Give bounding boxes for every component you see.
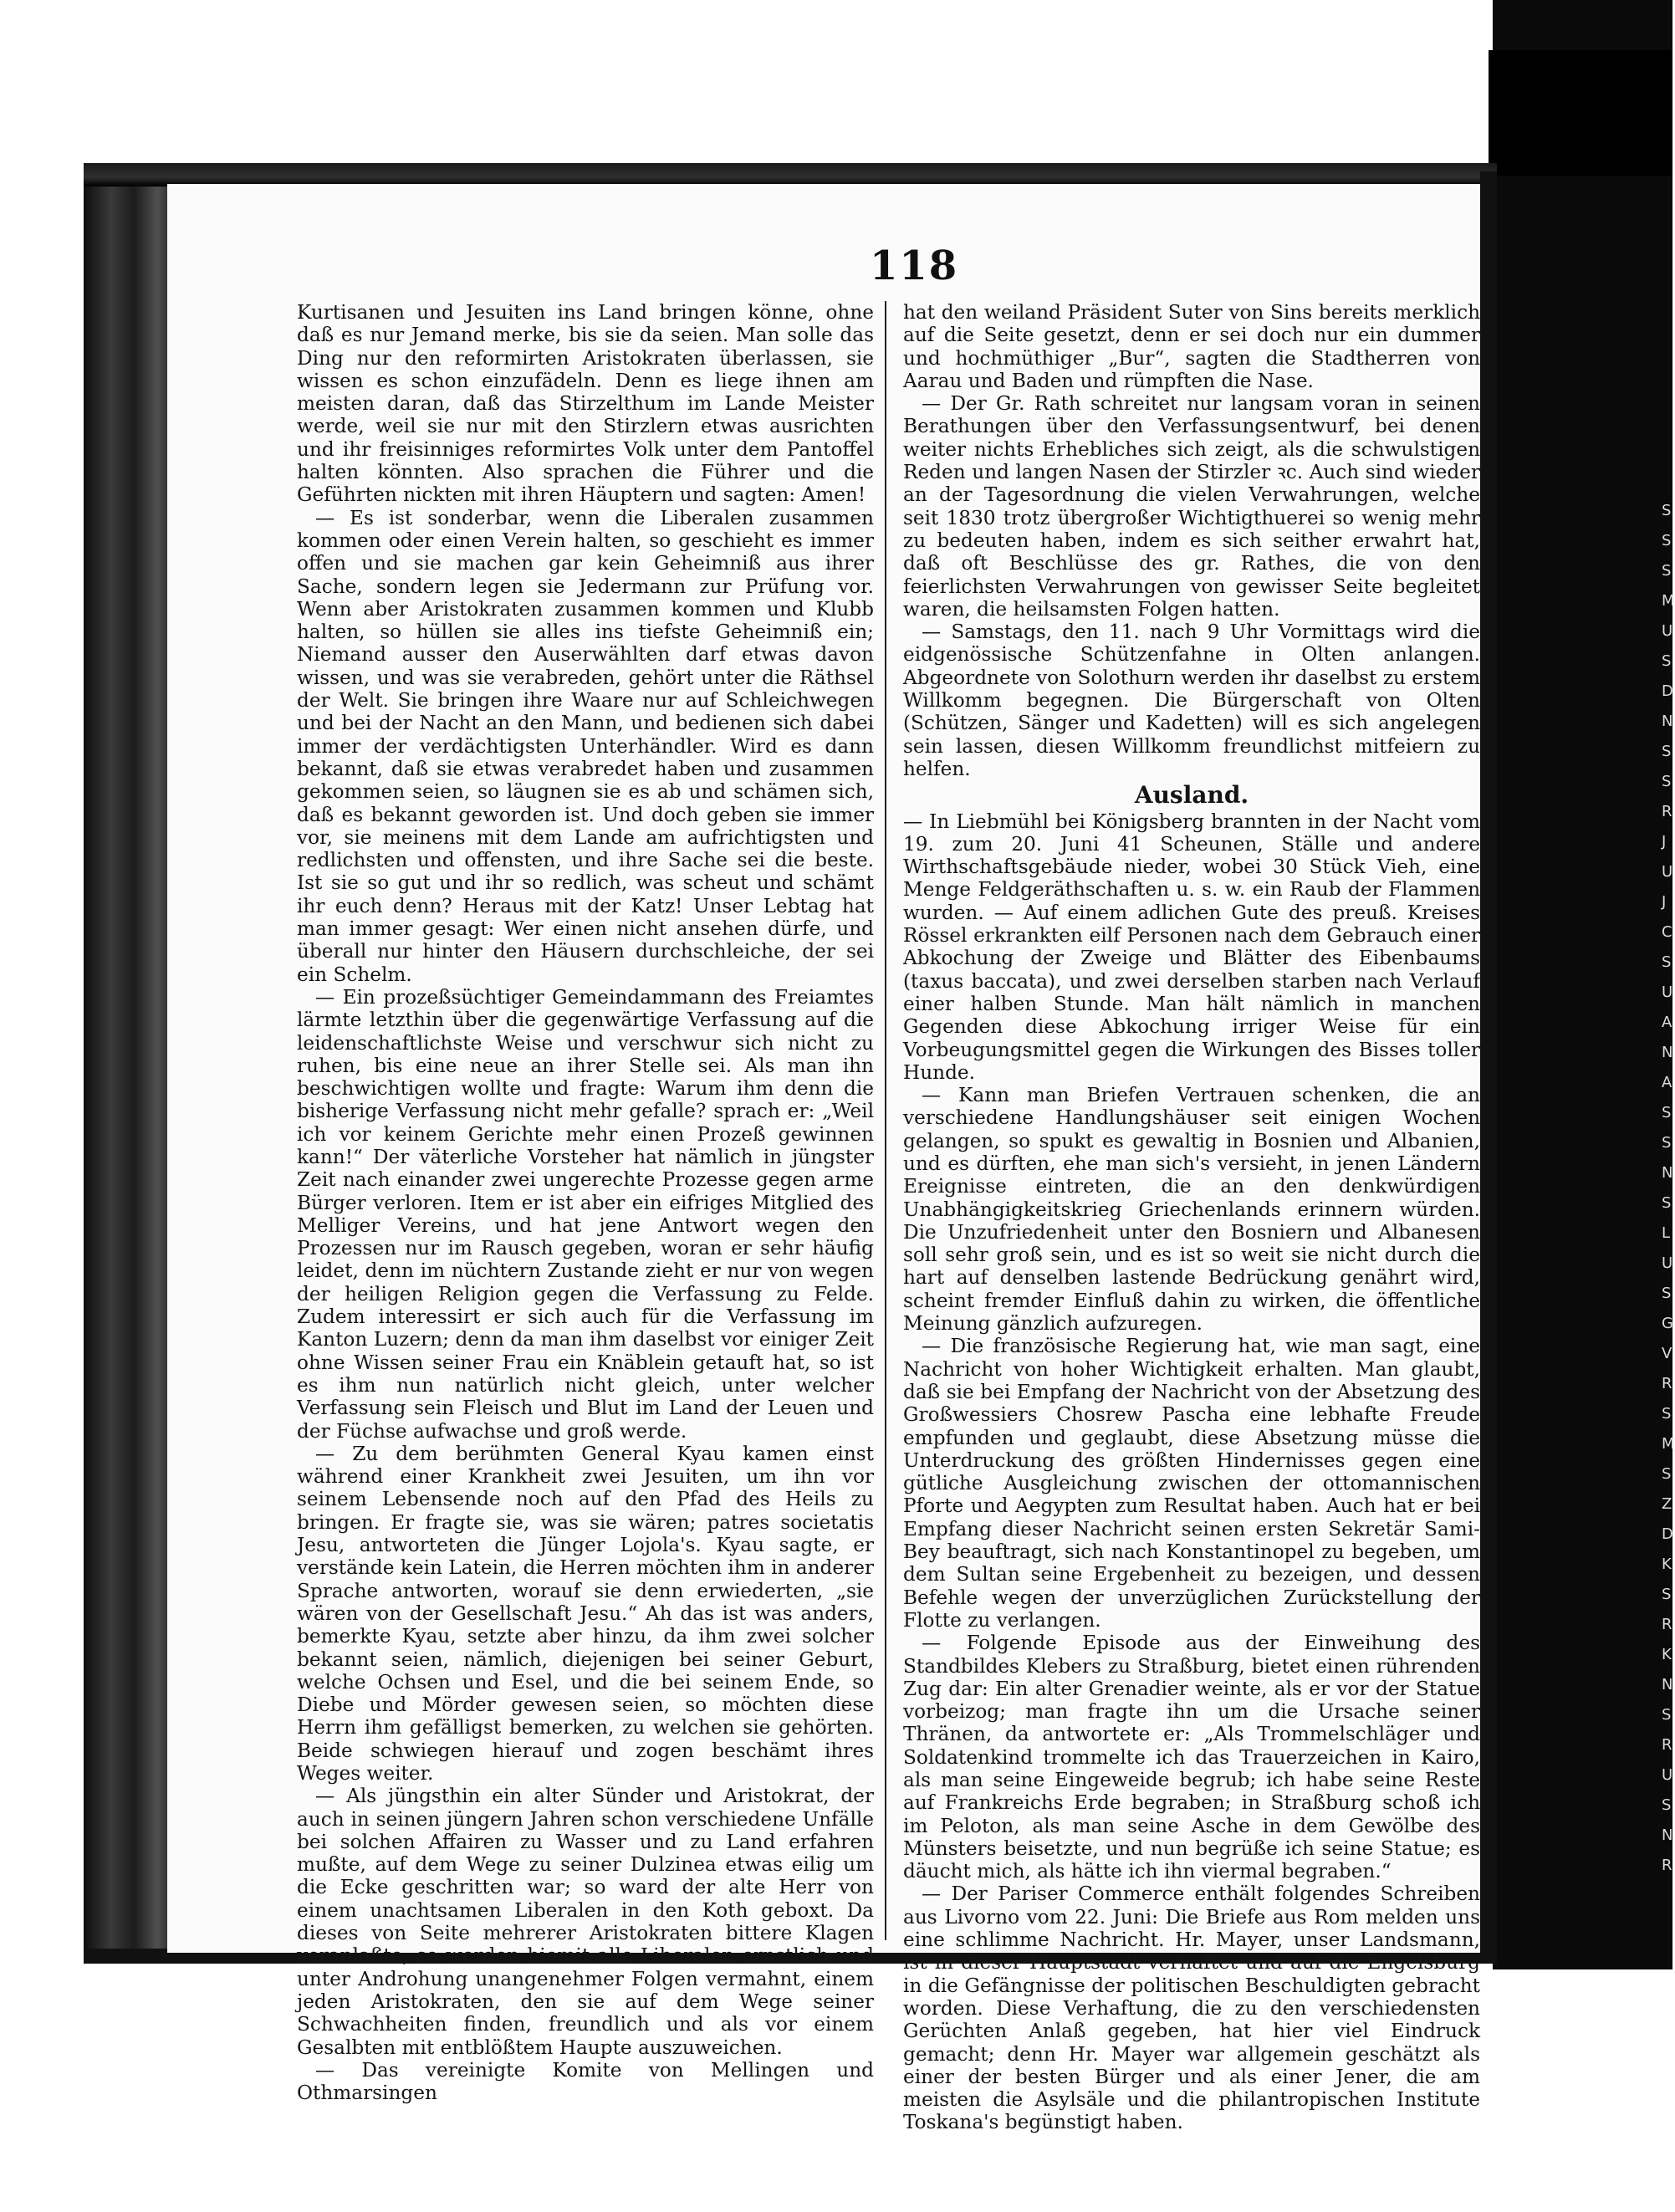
edge-letter: U (1662, 1766, 1673, 1784)
section-heading-ausland: Ausland. (1134, 781, 1249, 810)
page-top-edge (84, 163, 1497, 186)
edge-letter: K (1662, 1556, 1672, 1573)
edge-letter: A (1662, 1074, 1672, 1091)
edge-letter: D (1662, 1525, 1673, 1543)
edge-letter: S (1662, 1285, 1672, 1302)
paragraph: — Samstags, den 11. nach 9 Uhr Vormittags wird die eidgenössische Schützenfahne in Olten anlangen. Abgeordnete von Solothurn werden ihr daselbst zu erstem Willkomm begegnen. Die Bürgerschaft von Olten (Schützen, Sänger und Kadetten) will es sich angelegen sein lassen, diesen Willkomm freundlichst mitfeiern zu helfen. (903, 621, 1480, 780)
edge-letter: M (1662, 592, 1675, 610)
paragraph: — Der Gr. Rath schreitet nur langsam voran in seinen Berathungen über den Verfassungsentwurf, bei denen weiter nichts Erhebliches sich zeigt, als die schwulstigen Reden und langen Nasen der Stirzler ꝛc. Auch sind wieder an der Tagesordnung die vielen Verwahrungen, welche seit 1830 trotz übergroßer Wichtigthuerei so wenig mehr zu bedeuten haben, indem es sich seither erwahrt hat, daß oft Beschlüsse des gr. Rathes, die von den feierlichsten Verwahrungen von gewisser Seite begleitet waren, die heilsamsten Folgen hatten. (903, 392, 1480, 621)
edge-letter: A (1662, 1014, 1672, 1031)
edge-letter: S (1662, 532, 1672, 549)
edge-letter: S (1662, 502, 1672, 519)
edge-letter: N (1662, 713, 1673, 730)
edge-letter: N (1662, 1164, 1673, 1182)
paragraph: — Das vereinigte Komite von Mellingen und Othmarsingen (297, 2058, 874, 2105)
edge-letter: K (1662, 1646, 1672, 1663)
edge-letter: U (1662, 863, 1673, 881)
edge-letter: U (1662, 983, 1673, 1001)
edge-letter: S (1662, 1465, 1672, 1483)
edge-letter: S (1662, 743, 1672, 760)
column-divider (885, 301, 886, 1940)
edge-letter: S (1662, 652, 1672, 670)
edge-letter: S (1662, 562, 1672, 580)
edge-letter: M (1662, 1435, 1675, 1453)
edge-letter: S (1662, 1796, 1672, 1814)
edge-letter: N (1662, 1676, 1673, 1693)
paragraph: Kurtisanen und Jesuiten ins Land bringen könne, ohne daß es nur Jemand merke, bis sie da seien. Man solle das Ding nur den reformirten Aristokraten überlassen, sie wissen es schon einzufädeln. Denn es liege ihnen am meisten daran, daß das Stirzelthum im Lande Meister werde, weil sie nur mit den Stirzlern etwas ausrichten und ihr freisinniges reformirtes Volk unter dem Pantoffel halten könnten. Also sprachen die Führer und die Geführten nickten mit ihren Häuptern und sagten: Amen! (297, 301, 874, 507)
paragraph: — Als jüngsthin ein alter Sünder und Aristokrat, der auch in seinen jüngern Jahren schon verschiedene Unfälle bei solchen Affairen zu Wasser und zu Land erfahren mußte, auf dem Wege zu seiner Dulzinea etwas eilig um die Ecke geschritten war; so ward der alte Herr von einem unachtsamen Liberalen in den Koth geboxt. Da dieses von Seite mehrerer Aristokraten bittere Klagen veranlaßte, so werden hiemit alle Liberalen ernstlich und unter Androhung unangenehmer Folgen vermahnt, einem jeden Aristokraten, den sie auf dem Wege seiner Schwachheiten finden, freundlich und als vor einem Gesalbten mit entblößtem Haupte auszuweichen. (297, 1785, 874, 2059)
edge-letter: C (1662, 923, 1672, 941)
edge-letter: R (1662, 1616, 1672, 1633)
edge-letter: R (1662, 1736, 1672, 1754)
edge-letter: S (1662, 1194, 1672, 1212)
edge-letter: S (1662, 773, 1672, 790)
book-spine (84, 171, 176, 1961)
edge-letter: Z (1662, 1495, 1672, 1513)
right-column (903, 301, 1480, 2134)
paragraph: — Der Pariser Commerce enthält folgendes Schreiben aus Livorno vom 22. Juni: Die Briefe aus Rom melden uns eine schlimme Nachricht. Hr. Mayer, unser Landsmann, ist in dieser Hauptstadt verhaftet und auf die Engelsburg in die Gefängnisse der politischen Beschuldigten gebracht worden. Diese Verhaftung, die zu den verschiedensten Gerüchten Anlaß gegeben, hat hier viel Eindruck gemacht; denn Hr. Mayer war allgemein geschätzt als einer der besten Bürger und als einer Jener, die am meisten die Asylsäle und die philantropischen Institute Toskana's begünstigt haben. (903, 1882, 1480, 2134)
edge-letter: R (1662, 1375, 1672, 1392)
paragraph: — Die französische Regierung hat, wie man sagt, eine Nachricht von hoher Wichtigkeit erhalten. Man glaubt, daß sie bei Empfang der Nachricht von der Absetzung des Großwessiers Chosrew Pascha eine lebhafte Freude empfunden und geglaubt, diese Absetzung müsse die Unterdruckung des größten Hindernisses gegen eine gütliche Ausgleichung zwischen der ottomannischen Pforte und Aegypten zum Resultat haben. Auch hat er bei Empfang dieser Nachricht seinen ersten Sekretär Sami-Bey beauftragt, sich nach Konstantinopel zu begeben, um dem Sultan seine Ergebenheit zu bezeigen, und dessen Befehle wegen der unverzüglichen Zurückstellung der Flotte zu verlangen. (903, 1335, 1480, 1632)
edge-letter: G (1662, 1315, 1673, 1332)
edge-letter: S (1662, 1104, 1672, 1121)
left-column (297, 301, 875, 2105)
edge-letter: U (1662, 1254, 1673, 1272)
page-right-edge (1480, 171, 1497, 1961)
edge-letter: S (1662, 1586, 1672, 1603)
edge-letter: J (1662, 893, 1667, 911)
edge-letter: S (1662, 1405, 1672, 1423)
paragraph: — Folgende Episode aus der Einweihung des Standbildes Klebers zu Straßburg, bietet einen rührenden Zug dar: Ein alter Grenadier weinte, als er vor der Statue vorbeizog; man fragte ihn um die Ursache seiner Thränen, da antwortete er: „Als Trommelschläger und Soldatenkind trommelte ich das Trauerzeichen in Kairo, als man seine Eingeweide begrub; ich habe seine Reste auf Frankreichs Erde begraben; in Straßburg schoß ich im Peloton, als man seine Asche in dem Gewölbe des Münsters beisetzte, und nun begrüße ich seine Statue; es däucht mich, als hätte ich ihn viermal begraben.“ (903, 1632, 1480, 1883)
edge-letter: L (1662, 1224, 1671, 1242)
edge-letter: R (1662, 1857, 1672, 1874)
paragraph: hat den weiland Präsident Suter von Sins bereits merklich auf die Seite gesetzt, denn er sei doch nur ein dummer und hochmüthiger „Bur“, sagten die Stadtherren von Aarau und Baden und rümpften die Nase. (903, 301, 1480, 392)
scan-background-top (0, 0, 1672, 167)
edge-letter: V (1662, 1345, 1672, 1362)
edge-letter: S (1662, 953, 1672, 971)
edge-letter: S (1662, 1134, 1672, 1152)
edge-letter: S (1662, 1706, 1672, 1724)
edge-letter: D (1662, 682, 1673, 700)
scan-dark-corner (1489, 50, 1672, 176)
paragraph: — Kann man Briefen Vertrauen schenken, die an verschiedene Handlungshäuser seit einigen Wochen gelangen, so spukt es gewaltig in Bosnien und Albanien, und es dürften, ehe man sich's versieht, in jenen Ländern Ereignisse eintreten, die an den denkwürdigen Unabhängigkeitskrieg Griechenlands erinnern würden. Die Unzufriedenheit unter den Bosniern und Albanesen soll sehr groß sein, und es ist so weit sie nicht durch die hart auf denselben lastende Bedrückung genährt wird, scheint fremder Einfluß dahin zu wirken, die öffentliche Meinung gänzlich aufzuregen. (903, 1084, 1480, 1336)
paragraph: — Ein prozeßsüchtiger Gemeindammann des Freiamtes lärmte letzthin über die gegenwärtige Verfassung auf die leidenschaftlichste Weise und verschwur sich nicht zu ruhen, bis eine neue an ihrer Stelle sei. Als man ihn beschwichtigen wollte und fragte: Warum ihm denn die bisherige Verfassung nicht mehr gefalle? sprach er: „Weil ich vor keinem Gerichte mehr einen Prozeß gewinnen kann!“ Der väterliche Vorsteher hat nämlich in jüngster Zeit nach einander zwei ungerechte Prozesse gegen arme Bürger verloren. Item er ist aber ein eifriges Mitglied des Melliger Vereins, und hat jene Antwort wegen den Prozessen nur im Rausch gegeben, woran er sehr häufig leidet, denn im nüchtern Zustande zieht er nur von wegen der heiligen Religion gegen die Verfassung zu Felde. Zudem interessirt er sich auch für die Verfassung im Kanton Luzern; denn da man ihm daselbst vor einiger Zeit ohne Wissen seiner Frau ein Knäblein getauft hat, so ist es ihm nun natürlich nicht gleich, unter welcher Verfassung sein Fleisch und Blut im Land der Leuen und der Füchse aufwachse und groß werde. (297, 985, 874, 1443)
paragraph: — Es ist sonderbar, wenn die Liberalen zusammen kommen oder einen Verein halten, so geschieht es immer offen und sie machen gar kein Geheimniß aus ihrer Sache, sondern legen sie Jedermann zur Prüfung vor. Wenn aber Aristokraten zusammen kommen und Klubb halten, so hüllen sie alles ins tiefste Geheimniß ein; Niemand ausser den Auserwählten darf etwas davon wissen, und was sie verabreden, gehört unter die Räthsel der Welt. Sie bringen ihre Waare nur auf Schleichwegen und bei der Nacht an den Mann, und bedienen sich dabei immer der verdächtigsten Unterhändler. Wird es dann bekannt, daß sie etwas verabredet haben und zusammen gekommen seien, so läugnen sie es ab und schämen sich, daß es bekannt geworden ist. Und doch geben sie immer vor, sie meinens mit dem Lande am aufrichtigsten und redlichsten und offensten, und ihre Sache sei die beste. Ist sie so gut und ihr so redlich, was scheut und schämt ihr euch denn? Heraus mit der Katz! Unser Lebtag hat man immer gesagt: Wer einen nicht ansehen dürfe, und überall nur hinter den Häusern durchschleiche, der sei ein Schelm. (297, 506, 874, 986)
edge-letter: N (1662, 1826, 1673, 1844)
scan-background-right (1493, 0, 1672, 2212)
edge-letter: U (1662, 622, 1673, 640)
edge-letter: R (1662, 803, 1672, 820)
page-number: 118 (870, 243, 959, 289)
edge-letter: N (1662, 1044, 1673, 1061)
paragraph: — In Liebmühl bei Königsberg brannten in der Nacht vom 19. zum 20. Juni 41 Scheunen, Ställe und andere Wirthschaftsgebäude nieder, wobei 30 Stück Vieh, eine Menge Feldgeräthschaften u. s. w. ein Raub der Flammen wurden. — Auf einem adlichen Gute des preuß. Kreises Rössel erkrankten eilf Personen nach dem Gebrauch einer Abkochung der Zweige und Blätter des Eibenbaums (taxus baccata), und zwei derselben starben nach Verlauf einer halben Stunde. Man hält nämlich in manchen Gegenden diese Abkochung irriger Weise für ein Vorbeugungsmittel gegen die Wirkungen des Bisses toller Hunde. (903, 810, 1480, 1084)
edge-letter: J (1662, 833, 1667, 851)
paragraph: — Zu dem berühmten General Kyau kamen einst während einer Krankheit zwei Jesuiten, um ihn vor seinem Lebensende noch auf den Pfad des Heils zu bringen. Er fragte sie, was sie wären; patres societatis Jesu, antworteten die Jünger Lojola's. Kyau sagte, er verstände kein Latein, die Herren möchten ihm in anderer Sprache antworten, worauf sie denn erwiederten, „sie wären von der Gesellschaft Jesu.“ Ah das ist was anders, bemerkte Kyau, setzte aber hinzu, da ihm zwei solcher bekannt seien, nämlich, diejenigen bei seiner Geburt, welche Ochsen und Esel, und die bei seinem Ende, so Diebe und Mörder gewesen seien, so möchten diese Herrn ihm gefälligst bemerken, zu welchen sie gehörten. Beide schwiegen hierauf und zogen beschämt ihres Weges weiter. (297, 1442, 875, 1785)
